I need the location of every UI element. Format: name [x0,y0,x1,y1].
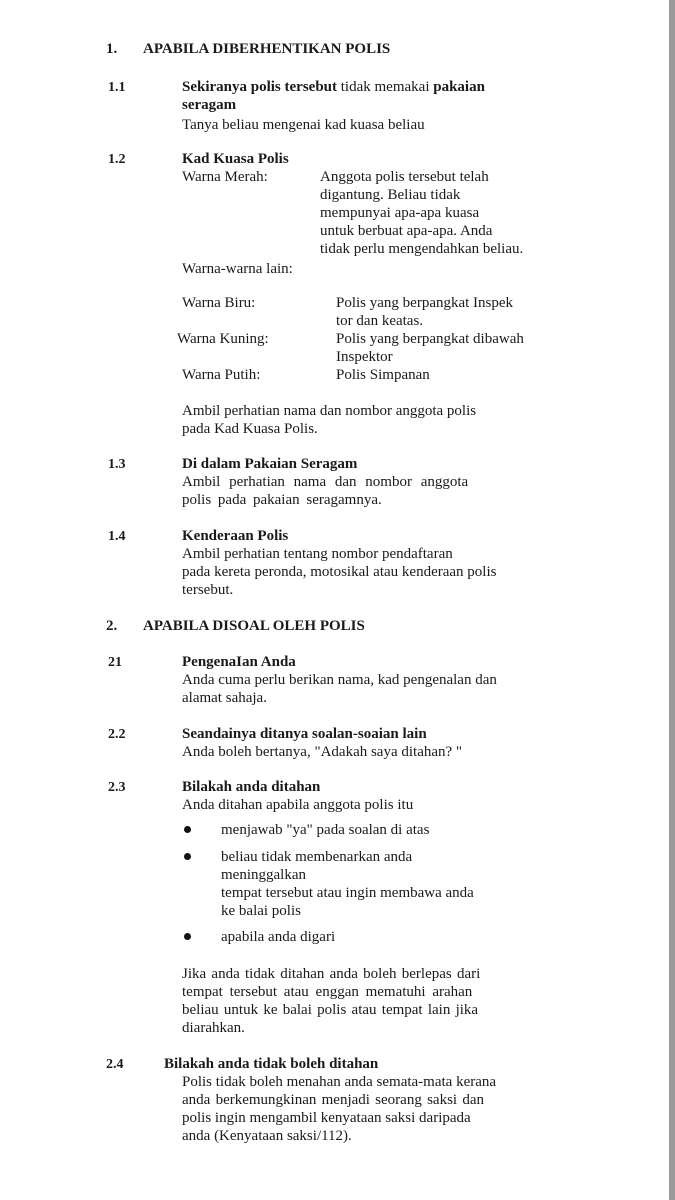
item-2-3-bullet-1: menjawab "ya" pada soalan di atas [221,822,430,838]
item-1-1-number: 1.1 [108,80,126,95]
item-2-1-title: PengenaIan Anda [182,654,296,670]
item-2-4-line: anda berkemungkinan menjadi seorang saksi dan [182,1092,484,1108]
item-2-3-bullet-2-line: ke balai polis [221,903,301,919]
item-1-4-line: pada kereta peronda, motosikal atau kenderaan polis [182,564,497,580]
item-1-3-line: Ambil perhatian nama dan nombor anggota [182,474,469,490]
item-1-4-line: tersebut. [182,582,234,598]
item-2-1-number: 21 [108,655,122,670]
item-1-2-number: 1.2 [108,152,126,167]
warna-kuning-label: Warna Kuning: [177,331,269,347]
heading-part: pakaian [433,79,485,95]
warna-merah-label: Warna Merah: [182,169,268,185]
item-2-3-number: 2.3 [108,780,126,795]
item-2-3-bullet-2-line: beliau tidak membenarkan anda [221,849,413,865]
warna-biru-line: Polis yang berpangkat Inspek [336,295,514,311]
item-1-2-note-line: Ambil perhatian nama dan nombor anggota polis [182,403,477,419]
warna-merah-line: Anggota polis tersebut telah [320,169,489,185]
item-2-1-line: alamat sahaja. [182,690,267,706]
warna-merah-line: tidak perlu mengendahkan beliau. [320,241,524,257]
item-1-1-body: Tanya beliau mengenai kad kuasa beliau [182,117,425,133]
item-1-2-title: Kad Kuasa Polis [182,151,289,167]
item-2-3-title: Bilakah anda ditahan [182,779,321,795]
item-2-3-bullet-2-line: tempat tersebut atau ingin membawa anda [221,885,474,901]
warna-putih-value: Polis Simpanan [336,367,430,383]
item-2-3-intro: Anda ditahan apabila anggota polis itu [182,797,414,813]
section-2-number: 2. [106,618,118,634]
heading-part: Sekiranya polis tersebut [182,79,338,95]
warna-lain-label: Warna-warna lain: [182,261,293,277]
item-2-2-title: Seandainya ditanya soalan-soaian lain [182,726,427,742]
item-2-3-bullet-3: apabila anda digari [221,929,336,945]
warna-biru-label: Warna Biru: [182,295,256,311]
item-1-1-heading-line1 [182,78,485,96]
item-2-3-para-line: beliau untuk ke balai polis atau tempat lain jika [182,1002,479,1018]
item-1-4-title: Kenderaan Polis [182,528,289,544]
item-1-4-number: 1.4 [108,529,126,544]
item-1-4-line: Ambil perhatian tentang nombor pendaftaran [182,546,453,562]
item-1-2-note-line: pada Kad Kuasa Polis. [182,421,318,437]
item-2-4-line: polis ingin mengambil kenyataan saksi daripada [182,1110,471,1126]
bullet-icon [184,853,191,860]
item-2-4-line: anda (Kenyataan saksi/112). [182,1128,352,1144]
bullet-icon [184,826,191,833]
section-1-title: APABILA DIBERHENTIKAN POLIS [143,41,391,57]
section-2-title: APABILA DISOAL OLEH POLIS [143,618,365,634]
item-2-2-body: Anda boleh bertanya, "Adakah saya ditahan? " [182,744,463,760]
item-1-1-heading-line2: seragam [182,97,237,113]
warna-merah-line: untuk berbuat apa-apa. Anda [320,223,493,239]
page-edge-shadow [669,0,675,1200]
warna-kuning-line: Inspektor [336,349,393,365]
item-1-3-title: Di dalam Pakaian Seragam [182,456,358,472]
item-2-3-para-line: diarahkan. [182,1020,245,1036]
item-1-3-line: polis pada pakaian seragamnya. [182,492,382,508]
item-2-3-bullet-2-line: meninggalkan [221,867,306,883]
item-1-3-number: 1.3 [108,457,126,472]
warna-merah-line: digantung. Beliau tidak [320,187,461,203]
item-2-4-title: Bilakah anda tidak boleh ditahan [164,1056,379,1072]
item-2-4-line: Polis tidak boleh menahan anda semata-mata kerana [182,1074,497,1090]
item-2-2-number: 2.2 [108,727,126,742]
warna-merah-line: mempunyai apa-apa kuasa [320,205,480,221]
warna-biru-line: tor dan keatas. [336,313,424,329]
warna-putih-label: Warna Putih: [182,367,261,383]
item-2-3-para-line: tempat tersebut atau enggan mematuhi arahan [182,984,473,1000]
heading-part: tidak memakai [340,79,430,95]
item-2-1-line: Anda cuma perlu berikan nama, kad pengenalan dan [182,672,497,688]
item-2-4-number: 2.4 [106,1057,124,1072]
section-1-number: 1. [106,41,118,57]
bullet-icon [184,933,191,940]
item-2-3-para-line: Jika anda tidak ditahan anda boleh berlepas dari [182,966,481,982]
warna-kuning-line: Polis yang berpangkat dibawah [336,331,524,347]
